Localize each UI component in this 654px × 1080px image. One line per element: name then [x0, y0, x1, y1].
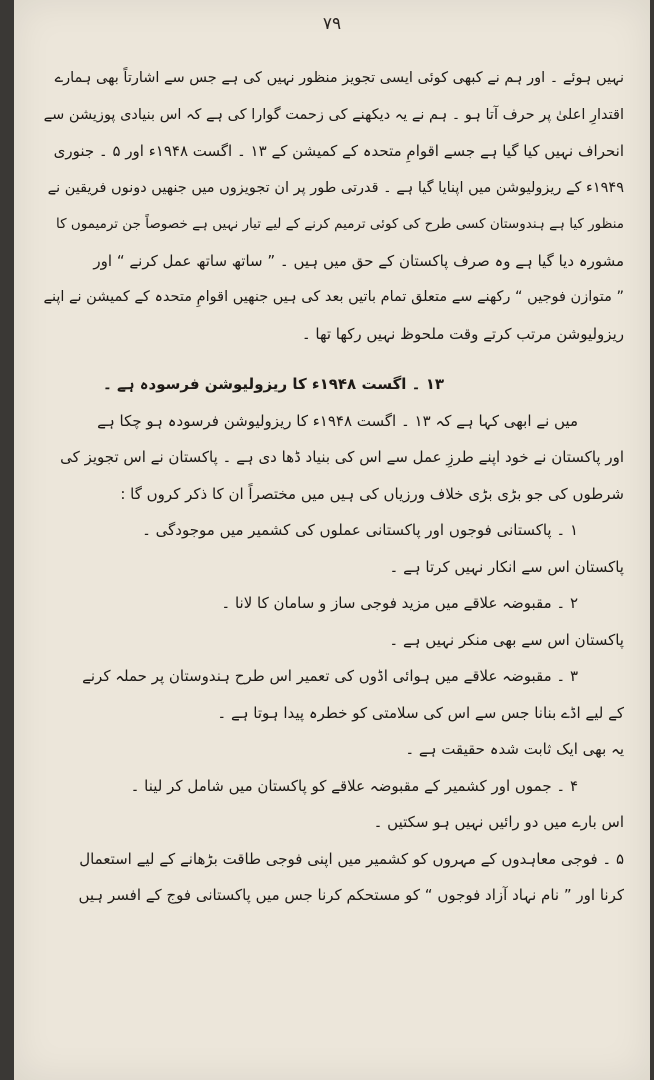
list-item: ۴ ۔ جموں اور کشمیر کے مقبوضہ علاقے کو پاکستان میں شامل کر لینا ۔ — [130, 776, 578, 795]
book-page — [14, 0, 650, 1080]
list-item: ۲ ۔ مقبوضہ علاقے میں مزید فوجی ساز و سامان کا لانا ۔ — [221, 594, 578, 612]
paragraph-spacer — [44, 352, 624, 366]
text-line: نہیں ہوئے ۔ اور ہم نے کبھی کوئی ایسی تجویز منظور نہیں کی ہے جس سے اشارتاً بھی ہمارے — [54, 70, 624, 86]
text-line: اس بارے میں دو رائیں نہیں ہو سکتیں ۔ — [373, 813, 624, 831]
list-item: ۳ ۔ مقبوضہ علاقے میں ہوائی اڈوں کی تعمیر اس طرح ہندوستان پر حملہ کرنے — [82, 667, 578, 685]
text-line: مشورہ دیا گیا ہے وہ صرف پاکستان کے حق میں ہیں ۔ ” ساتھ ساتھ عمل کرنے “ اور — [93, 251, 624, 270]
page-number: ۷۹ — [322, 14, 342, 34]
list-item: ۵ ۔ فوجی معاہدوں کے مہروں کو کشمیر میں اپنی فوجی طاقت بڑھانے کے لیے استعمال — [79, 849, 624, 868]
list-item: ۱ ۔ پاکستانی فوجوں اور پاکستانی عملوں کی کشمیر میں موجودگی ۔ — [142, 521, 578, 539]
text-line: اور پاکستان نے خود اپنے طرزِ عمل سے اس کی بنیاد ڈھا دی ہے ۔ پاکستان نے اس تجویز کی — [60, 448, 624, 466]
text-line: ریزولیوشن مرتب کرتے وقت ملحوظ نہیں رکھا تھا ۔ — [301, 324, 624, 343]
text-line: میں نے ابھی کہا ہے کہ ۱۳ ۔ اگست ۱۹۴۸ء کا ریزولیوشن فرسودہ ہو چکا ہے — [97, 411, 578, 430]
text-line: ” متوازن فوجیں “ رکھنے سے متعلق تمام باتیں بعد کی ہیں جنھیں اقوامِ متحدہ کے کمیشن نے اپنے — [44, 289, 624, 305]
text-line: کرنا اور ” نام نہاد آزاد فوجوں “ کو مستحکم کرنا جس میں پاکستانی فوج کے افسر ہیں — [78, 886, 624, 904]
text-line: شرطوں کی جو بڑی بڑی خلاف ورزیاں کی ہیں میں مختصراً ان کا ذکر کروں گا : — [120, 484, 624, 503]
text-line: ۱۹۴۹ء کے ریزولیوشن میں اپنایا گیا ہے ۔ قدرتی طور پر ان تجویزوں میں جنھیں دونوں فریقین نے — [47, 179, 624, 196]
text-line: منظور کیا ہے ہندوستان کسی طرح کی کوئی ترمیم کرنے کے لیے تیار نہیں ہے خصوصاً جن ترمیموں کا — [55, 216, 624, 232]
text-line: انحراف نہیں کیا گیا ہے جسے اقوامِ متحدہ کے کمیشن کے ۱۳ ۔ اگست ۱۹۴۸ء اور ۵ ۔ جنوری — [53, 142, 624, 160]
section-heading: ۱۳ ۔ اگست ۱۹۴۸ء کا ریزولیوشن فرسودہ ہے ۔ — [102, 375, 444, 393]
text-line: پاکستان اس سے انکار نہیں کرتا ہے ۔ — [389, 557, 624, 576]
text-line: اقتدارِ اعلیٰ پر حرف آتا ہو ۔ ہم نے یہ دیکھنے کی زحمت گوارا کی ہے کہ اس بنیادی پوزیشن سے — [44, 106, 624, 123]
text-line: پاکستان اس سے بھی منکر نہیں ہے ۔ — [389, 630, 624, 649]
body-text — [44, 60, 624, 914]
text-line: کے لیے اڈے بنانا جس سے اس کی سلامتی کو خطرہ پیدا ہوتا ہے ۔ — [217, 703, 624, 722]
text-line: یہ بھی ایک ثابت شدہ حقیقت ہے ۔ — [405, 740, 624, 758]
